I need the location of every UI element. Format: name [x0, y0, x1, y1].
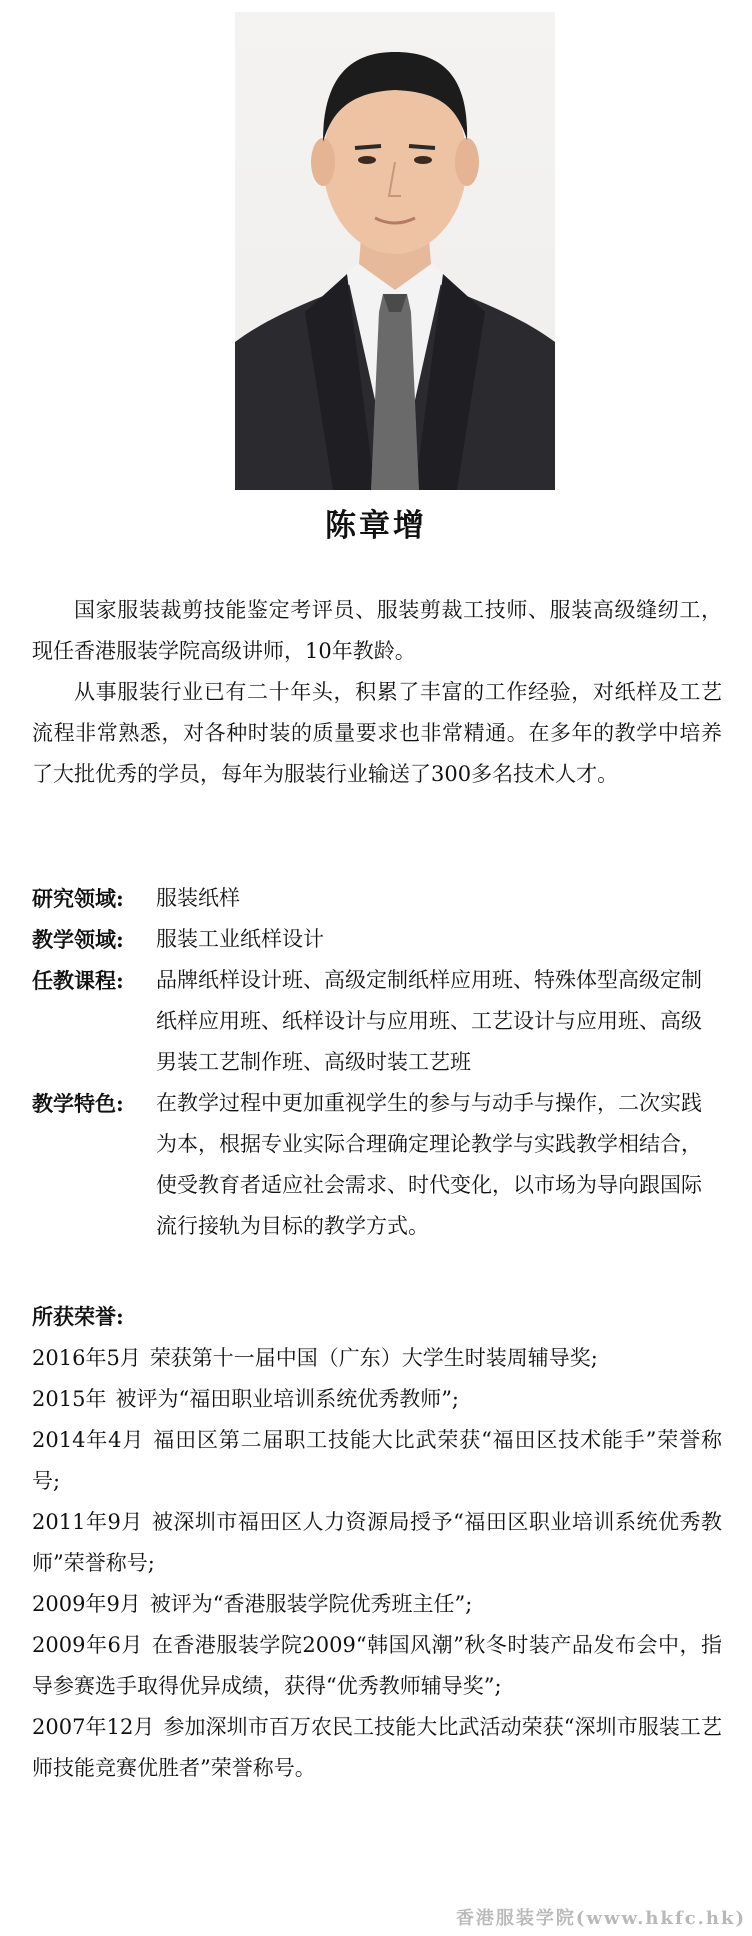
honor-year: 2009年9月: [32, 1592, 141, 1616]
field-courses: [32, 960, 722, 1083]
watermark-text: 香港服装学院(www.hkfc.hk): [455, 1908, 746, 1929]
field-teaching-features: [32, 1083, 722, 1247]
field-research-area: [32, 878, 722, 919]
honor-item: [32, 1584, 722, 1625]
field-label: 教学领域:: [32, 927, 124, 952]
field-label: 教学特色:: [32, 1091, 124, 1116]
field-label: 研究领域:: [32, 886, 124, 911]
honor-year: 2014年4月: [32, 1428, 145, 1452]
honor-text: 荣获第十一届中国（广东）大学生时装周辅导奖;: [149, 1346, 598, 1370]
honor-text: 福田区第二届职工技能大比武荣获“福田区技术能手”荣誉称号;: [32, 1428, 722, 1493]
portrait-photo: [235, 12, 555, 490]
honor-year: 2011年9月: [32, 1510, 143, 1534]
field-value: 品牌纸样设计班、高级定制纸样应用班、特殊体型高级定制纸样应用班、纸样设计与应用班、工艺设计与应用班、高级男装工艺制作班、高级时装工艺班: [156, 968, 702, 1074]
honor-text: 被深圳市福田区人力资源局授予“福田区职业培训系统优秀教师”荣誉称号;: [32, 1510, 723, 1575]
honor-text: 被评为“香港服装学院优秀班主任”;: [149, 1592, 473, 1616]
honor-item: [32, 1502, 722, 1584]
teaching-info: [32, 878, 722, 1247]
honor-year: 2015年: [32, 1387, 107, 1411]
intro-paragraph-1: 国家服装裁剪技能鉴定考评员、服装剪裁工技师、服装高级缝纫工，现任香港服装学院高级讲师，10年教龄。: [32, 598, 722, 663]
honor-text: 参加深圳市百万农民工技能大比武活动荣获“深圳市服装工艺师技能竞赛优胜者”荣誉称号。: [32, 1715, 723, 1780]
field-value: 服装纸样: [156, 886, 240, 910]
portrait-illustration: [235, 12, 555, 490]
field-teaching-area: [32, 919, 722, 960]
teacher-name: 陈章增: [325, 508, 427, 544]
honors-title: 所获荣誉:: [32, 1304, 124, 1329]
honor-year: 2016年5月: [32, 1346, 141, 1370]
intro-paragraph-2: 从事服装行业已有二十年头，积累了丰富的工作经验，对纸样及工艺流程非常熟悉，对各种时装的质量要求也非常精通。在多年的教学中培养了大批优秀的学员，每年为服装行业输送了300多名技术人才。: [32, 680, 722, 786]
honor-item: [32, 1379, 722, 1420]
honor-item: [32, 1707, 722, 1789]
honors-list: [32, 1338, 722, 1789]
honor-item: [32, 1625, 722, 1707]
field-value: 服装工业纸样设计: [156, 927, 324, 951]
honor-year: 2007年12月: [32, 1715, 155, 1739]
honor-text: 在香港服装学院2009“韩国风潮”秋冬时装产品发布会中，指导参赛选手取得优异成绩，获得“优秀教师辅导奖”;: [32, 1633, 722, 1698]
field-value: 在教学过程中更加重视学生的参与与动手与操作，二次实践为本，根据专业实际合理确定理论教学与实践教学相结合，使受教育者适应社会需求、时代变化，以市场为导向跟国际流行接轨为目标的教学方式。: [156, 1091, 702, 1238]
field-label: 任教课程:: [32, 968, 124, 993]
honor-item: [32, 1338, 722, 1379]
honor-year: 2009年6月: [32, 1633, 143, 1657]
honor-item: [32, 1420, 722, 1502]
honor-text: 被评为“福田职业培训系统优秀教师”;: [115, 1387, 459, 1411]
